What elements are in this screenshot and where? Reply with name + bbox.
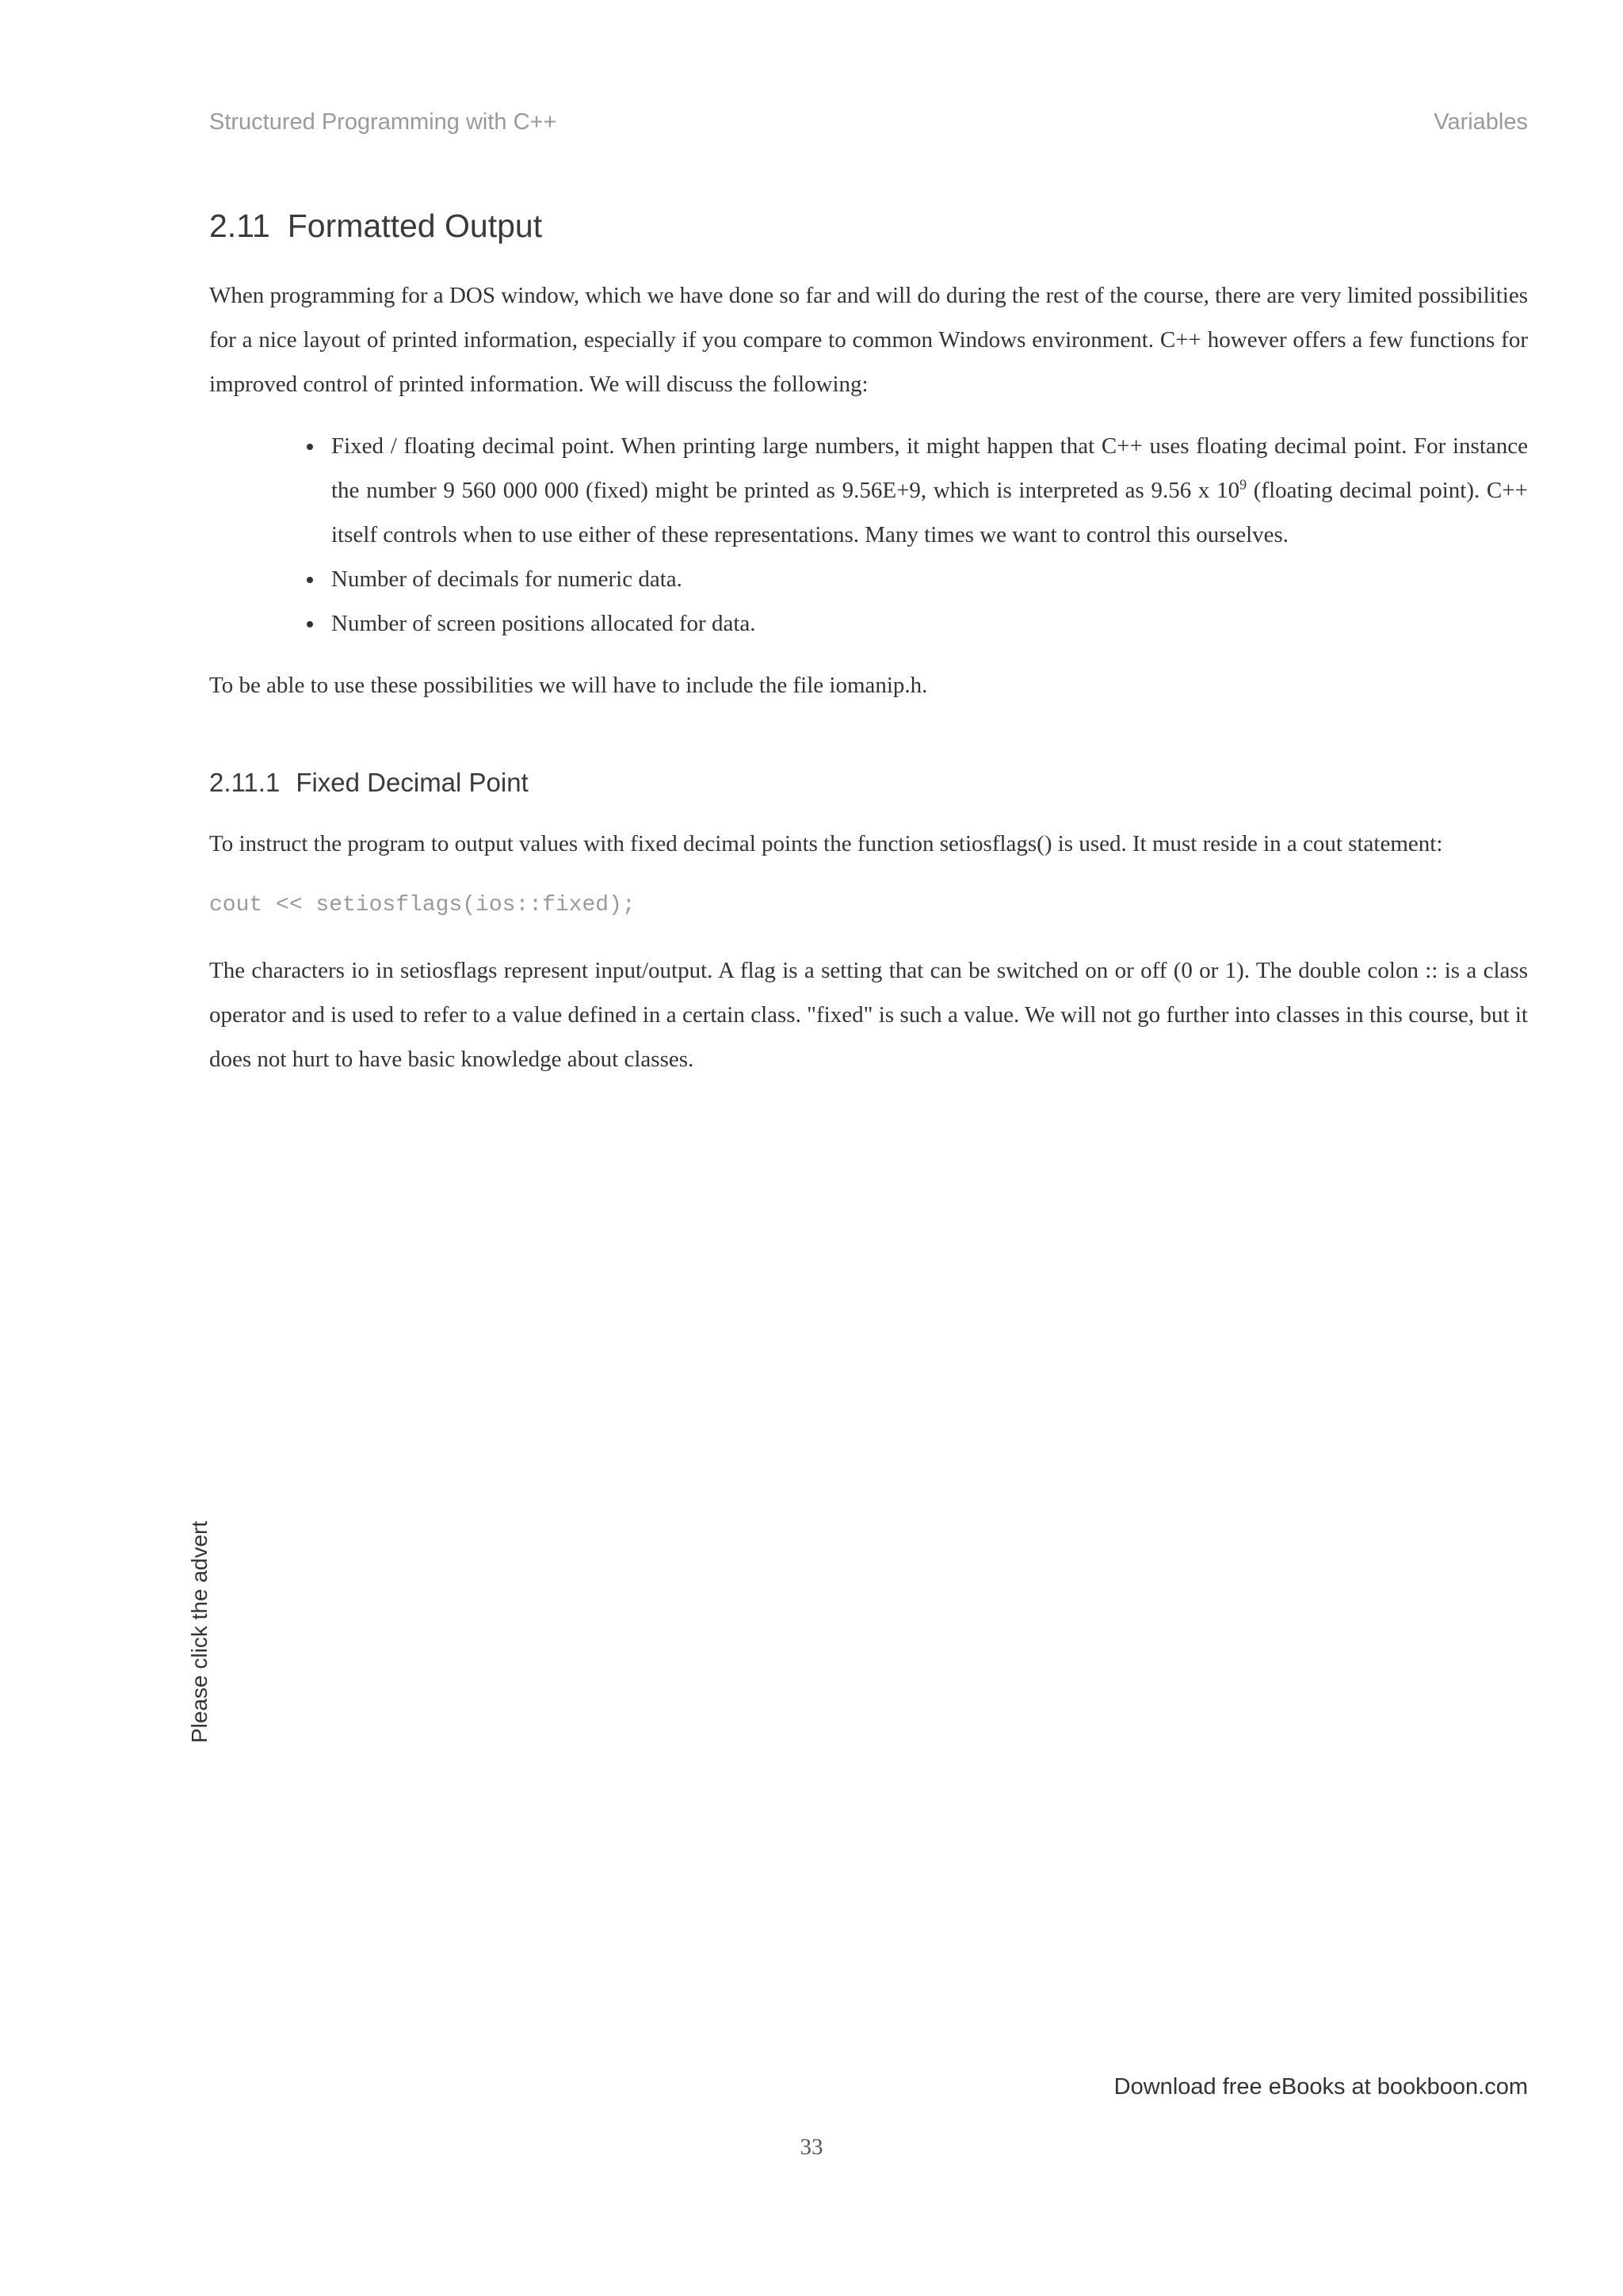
intro-paragraph: When programming for a DOS window, which we have done so far and will do during the rest of the course, there are very limited possibilities for a nice layout of printed information, especially if you compare to common Windows environment. C++ however offers a few functions for improved control of printed information. We will discuss the following:: [209, 283, 1528, 397]
header-book-title: Structured Programming with C++: [209, 109, 557, 135]
list-item: • Number of decimals for numeric data.: [325, 557, 1528, 601]
outro-paragraph: To be able to use these possibilities we will have to include the file iomanip.h.: [209, 673, 928, 698]
subsection-paragraph: To instruct the program to output values with fixed decimal points the function setiosflags() is used. It must reside in a cout statement:: [209, 831, 1443, 856]
download-ebooks-link[interactable]: Download free eBooks at bookboon.com: [1113, 2074, 1528, 2100]
list-item: • Number of screen positions allocated for data.: [325, 601, 1528, 646]
side-advert-link[interactable]: Please click the advert: [187, 1520, 212, 1743]
code-snippet: cout << setiosflags(ios::fixed);: [209, 893, 636, 917]
page-number: 33: [800, 2134, 823, 2160]
bullet-text-part: Fixed / floating decimal point. When printing large numbers, it might happen that C++ uses floating decimal point. For instance the number 9 560 000 000 (fixed) might be printed as 9.56E+9, which is interpreted as 9.56 x 10: [331, 433, 1528, 503]
subsection-title: Fixed Decimal Point: [296, 768, 529, 797]
running-header: [209, 109, 1528, 135]
section-title: Formatted Output: [287, 208, 543, 244]
page-content: [209, 208, 1528, 1099]
subsection-number: 2.11.1: [209, 768, 281, 797]
header-chapter-title: Variables: [1434, 109, 1528, 135]
section-number: 2.11: [209, 208, 270, 244]
bullet-text-part: (floating decimal point). C++ itself controls when to use either of these representations. Many times we want to control this ourselves.: [331, 478, 1528, 547]
bullet-list: [209, 424, 1528, 646]
subsection-paragraph: The characters io in setiosflags represent input/output. A flag is a setting that can be switched on or off (0 or 1). The double colon :: is a class operator and is used to refer to a value defined in a certain class. "fixed" is such a value. We will not go further into classes in this course, but it does not hurt to have basic knowledge about classes.: [209, 958, 1528, 1072]
list-item: [325, 424, 1528, 557]
subsection-heading: [209, 768, 1528, 798]
section-heading: [209, 208, 1528, 245]
exponent: 9: [1239, 476, 1247, 493]
